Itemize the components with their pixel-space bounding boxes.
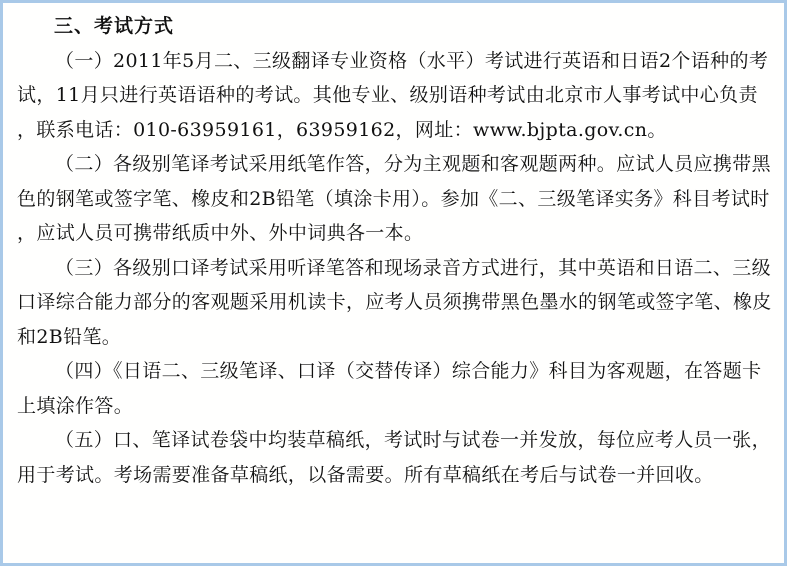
paragraph-2: （二）各级别笔译考试采用纸笔作答，分为主观题和客观题两种。应试人员应携带黑色的钢笔或签字笔、橡皮和2B铅笔（填涂卡用）。参加《二、三级笔译实务》科目考试时，应试人员可携带纸质中外、外中词典各一本。 <box>17 153 771 244</box>
document-body <box>17 9 774 492</box>
paragraph-1: （一）2011年5月二、三级翻译专业资格（水平）考试进行英语和日语2个语种的考试，11月只进行英语语种的考试。其他专业、级别语种考试由北京市人事考试中心负责，联系电话：010-63959161，63959162，网址：www.bjpta.gov.cn。 <box>17 49 769 141</box>
paragraph-5: （五）口、笔译试卷袋中均装草稿纸，考试时与试卷一并发放，每位应考人员一张，用于考试。考场需要准备草稿纸，以备需要。所有草稿纸在考后与试卷一并回收。 <box>17 429 771 486</box>
paragraph-3: （三）各级别口译考试采用听译笔答和现场录音方式进行，其中英语和日语二、三级口译综合能力部分的客观题采用机读卡，应考人员须携带黑色墨水的钢笔或签字笔、橡皮和2B铅笔。 <box>17 256 772 348</box>
section-heading: 三、考试方式 <box>54 15 175 37</box>
paragraph-4: （四）《日语二、三级笔译、口译（交替传译）综合能力》科目为客观题，在答题卡上填涂作答。 <box>17 360 762 417</box>
